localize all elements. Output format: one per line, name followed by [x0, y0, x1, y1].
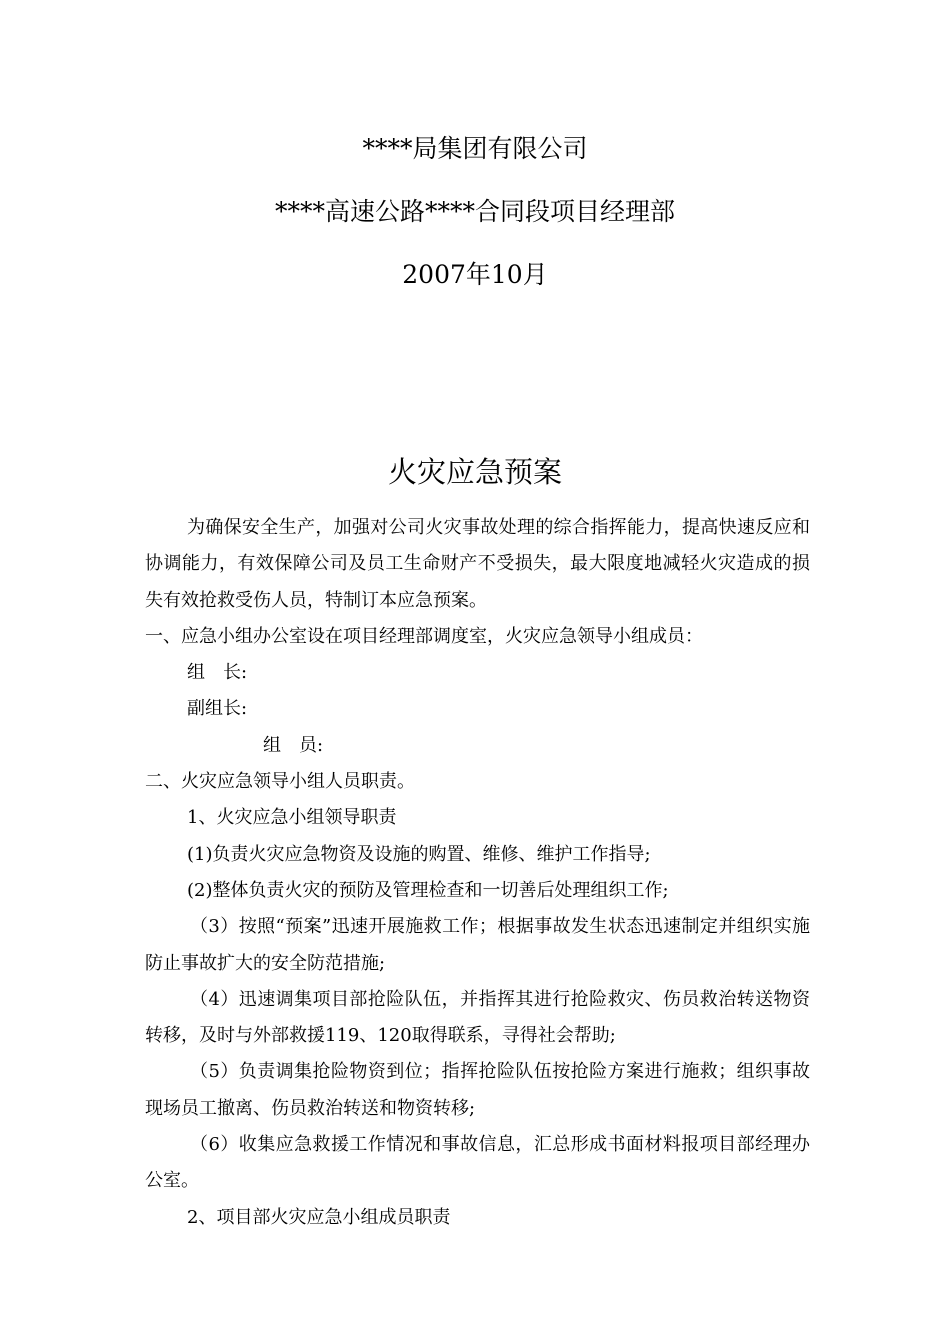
duty-item: (2)整体负责火灾的预防及管理检查和一切善后处理组织工作; — [187, 879, 669, 901]
subsection2-heading: 2、项目部火灾应急小组成员职责 — [187, 1206, 451, 1228]
intro-paragraph: 为确保安全生产，加强对公司火灾事故处理的综合指挥能力，提高快速反应和协调能力，有效保障公司及员工生命财产不受损失，最大限度地减轻火灾造成的损失有效抢救受伤人员，特制订本应急预案。 — [145, 517, 810, 611]
document-body — [145, 510, 810, 1236]
section1-heading: 一、应急小组办公室设在项目经理部调度室，火灾应急领导小组成员： — [145, 625, 703, 647]
duty-item: (1)负责火灾应急物资及设施的购置、维修、维护工作指导; — [187, 843, 651, 865]
company-name: ****局集团有限公司 — [362, 134, 588, 163]
group-leader-line: 组 长: — [187, 662, 248, 684]
department-name: ****高速公路****合同段项目经理部 — [274, 197, 675, 226]
section2-heading: 二、火灾应急领导小组人员职责。 — [145, 771, 415, 793]
subsection1-heading: 1、火灾应急小组领导职责 — [187, 807, 397, 829]
document-date: 2007年10月 — [402, 260, 548, 289]
deputy-leader-line: 副组长: — [187, 698, 248, 720]
group-members-line: 组 员: — [263, 734, 324, 756]
document-title: 火灾应急预案 — [387, 455, 562, 489]
duty-item: （5）负责调集抢险物资到位；指挥抢险队伍按抢险方案进行施救；组织事故现场员工撤离、伤员救治转送和物资转移; — [145, 1061, 810, 1119]
duty-item: （6）收集应急救援工作情况和事故信息，汇总形成书面材料报项目部经理办公室。 — [145, 1134, 810, 1192]
duty-item: （4）迅速调集项目部抢险队伍，并指挥其进行抢险救灾、伤员救治转送物资转移，及时与外部救援119、120取得联系，寻得社会帮助; — [145, 988, 810, 1047]
duty-item: （3）按照“预案”迅速开展施救工作；根据事故发生状态迅速制定并组织实施防止事故扩大的安全防范措施; — [145, 916, 810, 974]
